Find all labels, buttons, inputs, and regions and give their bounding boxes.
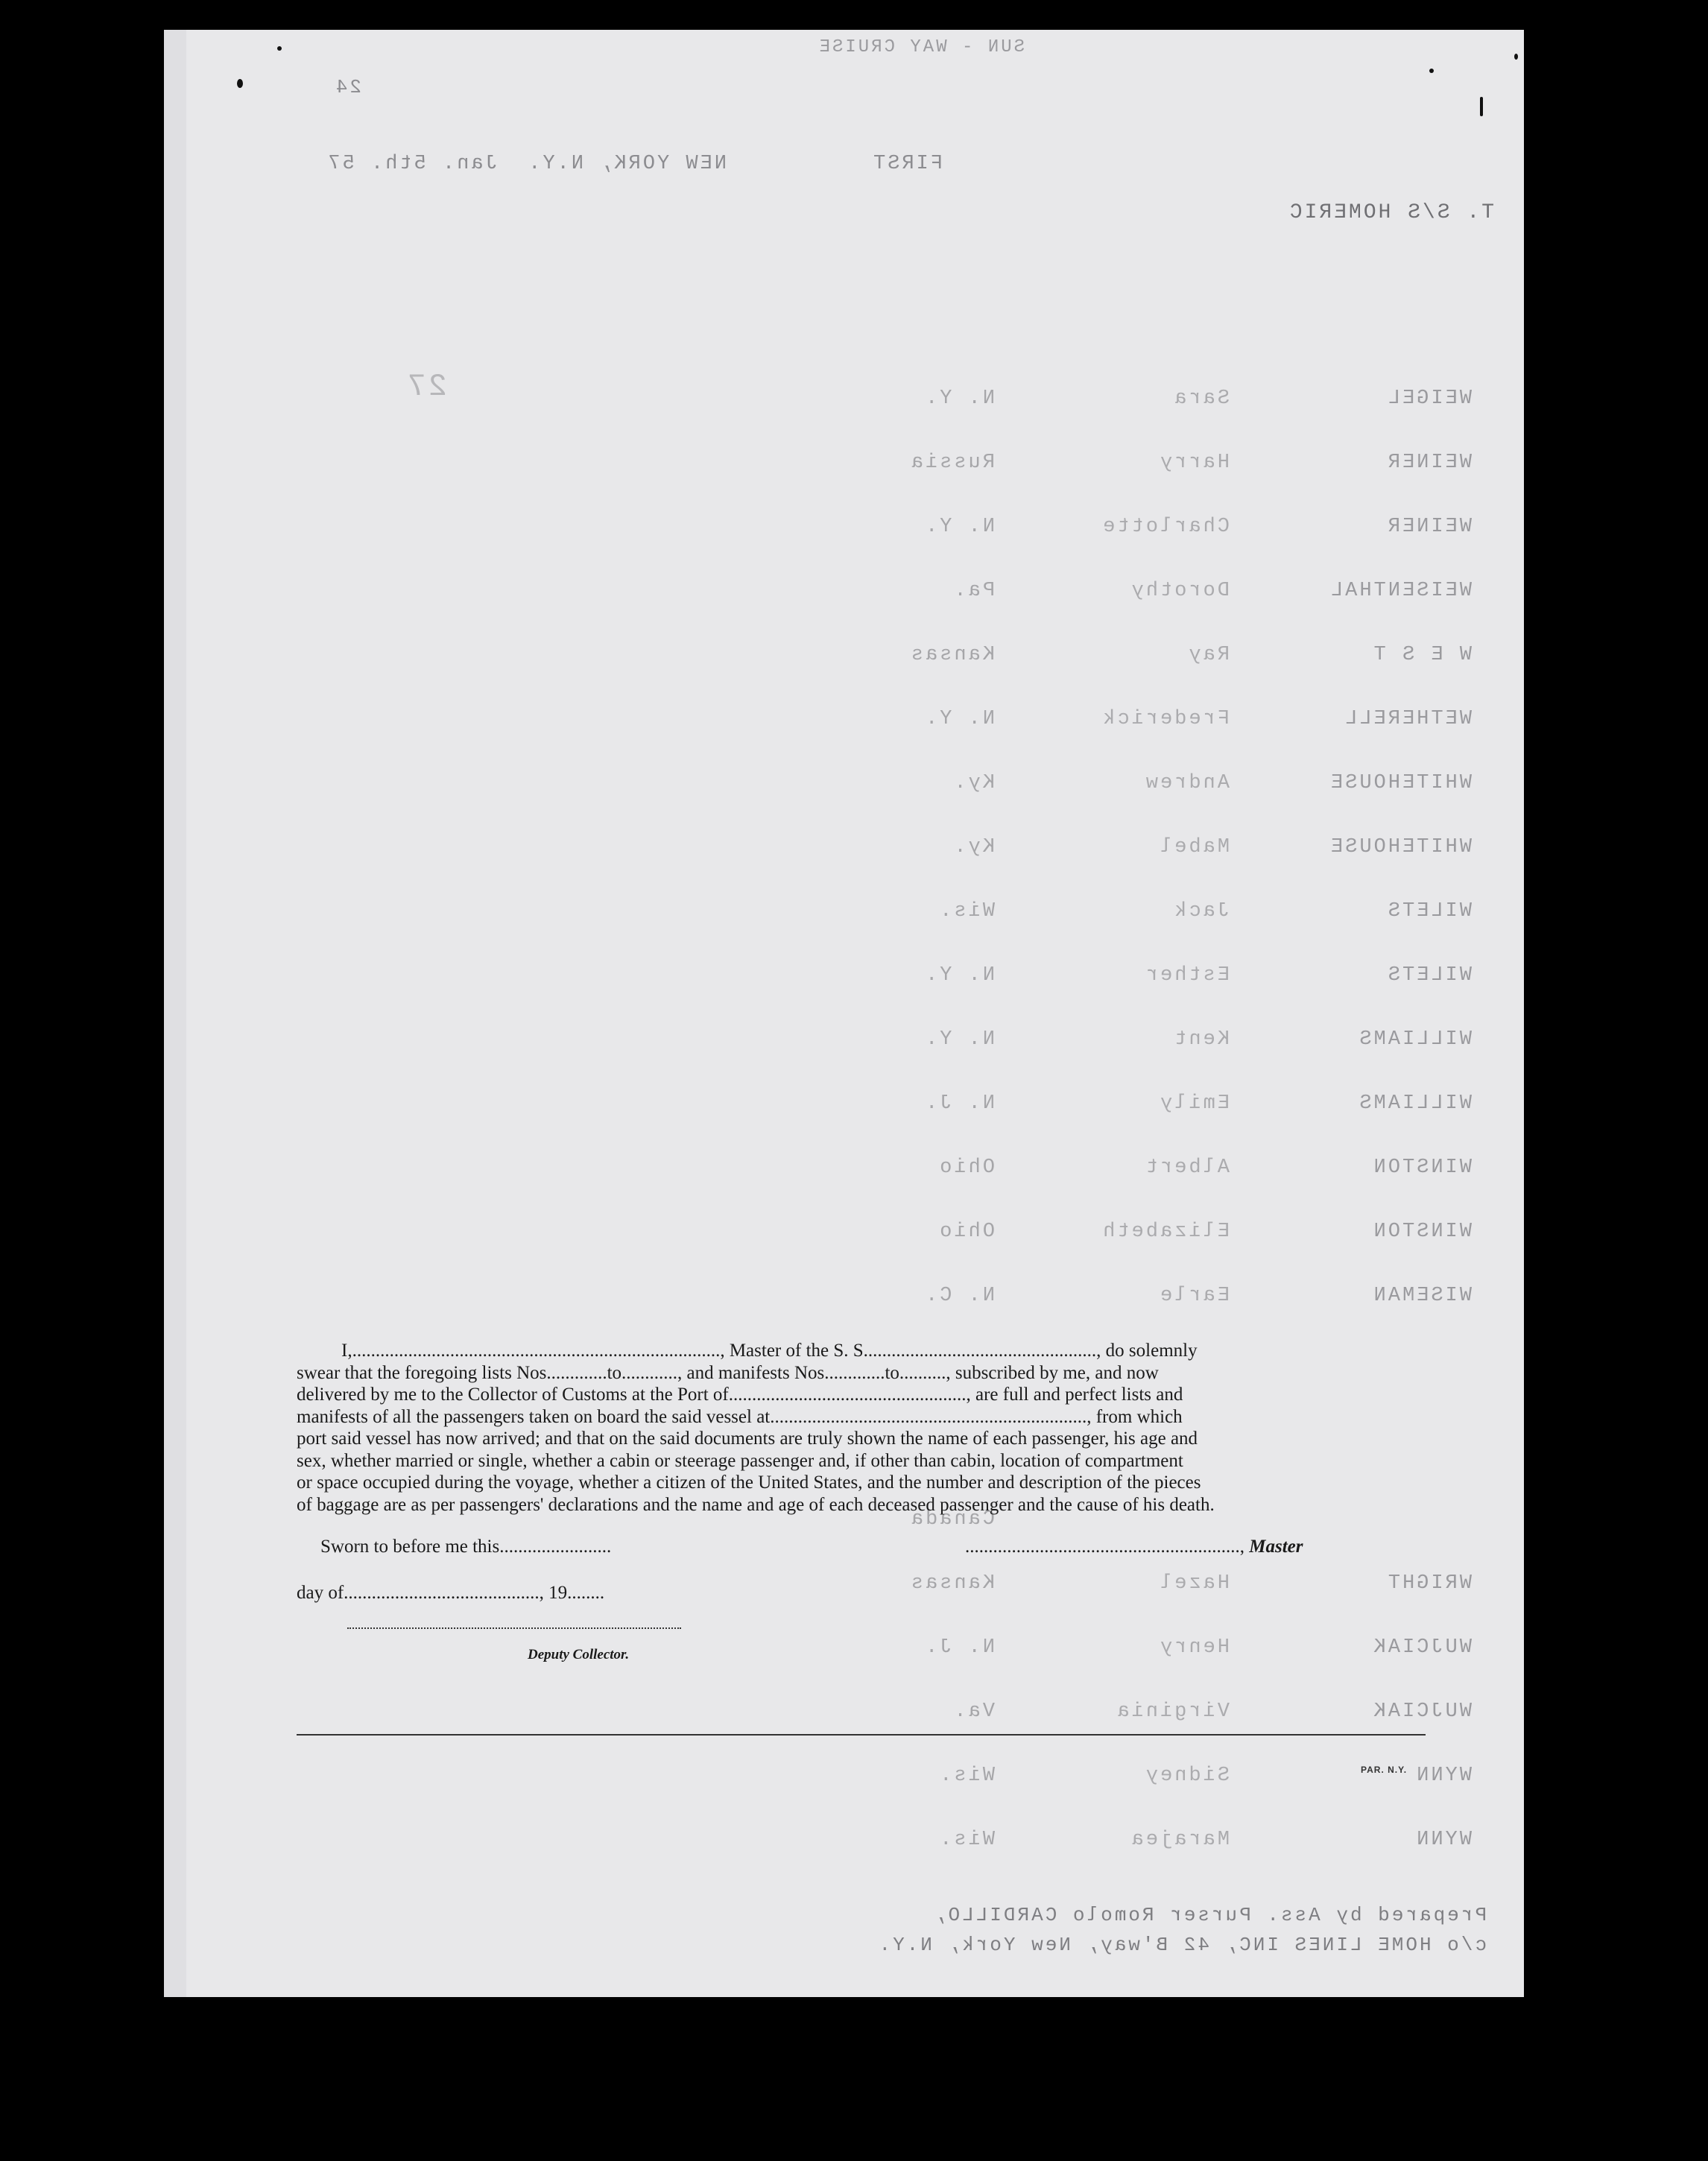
list-item: WILETS Jack Wis.	[937, 900, 1472, 923]
divider	[297, 1734, 1426, 1736]
list-item: WHITEHOUSE Andrew Ky.	[952, 772, 1472, 794]
oath-line: delivered by me to the Collector of Customs at the Port of..................................................., are full and perfect lists and	[297, 1385, 1183, 1405]
scan-speck	[237, 79, 243, 88]
oath-line: or space occupied during the voyage, whether a citizen of the United States, and the number and description of the pieces	[297, 1472, 1201, 1493]
class-label: FIRST	[870, 153, 943, 175]
oath-line: of baggage are as per passengers' declarations and the name and age of each deceased passenger and the cause of his death.	[297, 1494, 1215, 1515]
scan-speck	[1429, 69, 1434, 73]
list-item: WUJCIAK Virginia Va.	[952, 1700, 1472, 1723]
master-dots: ...........................................................,	[965, 1537, 1244, 1557]
sworn-before-line: Sworn to before me this........................	[320, 1537, 612, 1557]
page-number: 24	[333, 76, 361, 98]
list-item: WETHERELL Frederick N. Y.	[923, 708, 1472, 730]
list-item: WEIGEL Sara N. Y.	[923, 387, 1472, 410]
list-item: WILETS Esther N. Y.	[923, 964, 1472, 987]
oath-paragraph	[297, 1340, 1429, 1516]
list-item: WINSTON Elizabeth Ohio	[937, 1221, 1472, 1243]
list-item: WINSTON Albert Ohio	[937, 1157, 1472, 1179]
deputy-signature-line	[347, 1627, 681, 1629]
list-item: WEINER Charlotte N. Y.	[923, 516, 1472, 538]
cruise-name: SUN - WAY CRUISE	[817, 37, 1025, 57]
master-label: Master	[1249, 1537, 1303, 1557]
list-item: WISEMAN Earle N. C.	[923, 1285, 1472, 1307]
list-item: WEINER Harry Russia	[908, 452, 1472, 474]
day-of-line: day of.........................................., 19........	[297, 1583, 605, 1603]
oath-line: sex, whether married or single, whether a cabin or steerage passenger and, if other than cabin, location of compartment	[297, 1450, 1183, 1471]
printer-mark: PAR. N.Y.	[1361, 1765, 1408, 1775]
list-item: WYNN Marajea Wis.	[937, 1829, 1472, 1851]
list-item: Canada	[908, 1508, 995, 1531]
oath-line: I,..............................................................................., Master of the S. S.................................................., do solemnly	[341, 1341, 1198, 1361]
bleed-through-manifest	[186, 30, 1524, 1997]
prepared-by-line-2: c/o HOME LINES INC, 42 B'way, New York, N.Y.	[876, 1934, 1487, 1956]
list-item: WRIGHT Hazel Kansas	[908, 1572, 1472, 1595]
ship-name: T. S/S HOMERIC	[1287, 201, 1494, 224]
list-number: 27	[405, 369, 447, 405]
scan-speck	[1480, 97, 1483, 116]
oath-line: port said vessel has now arrived; and that on the said documents are truly shown the name of each passenger, his age and	[297, 1428, 1198, 1449]
list-item: WUJCIAK Henry N. J.	[923, 1636, 1472, 1659]
list-item: WILLIAMS Emily N. J.	[923, 1092, 1472, 1115]
scan-speck	[277, 46, 282, 51]
oath-line: swear that the foregoing lists Nos.............to............, and manifests Nos.............to.........., subscribed by me, and now	[297, 1362, 1159, 1383]
port-and-date: NEW YORK, N.Y. Jan. 5th. 57	[326, 153, 727, 175]
list-item: WYNN Sidney Wis.	[937, 1765, 1472, 1787]
list-item: WHITEHOUSE Mabel Ky.	[952, 836, 1472, 858]
list-item: WEISENTHAL Dorothy Pa.	[952, 580, 1472, 602]
oath-line: manifests of all the passengers taken on board the said vessel at...................................................................., from which	[297, 1406, 1183, 1427]
prepared-by-line-1: Prepared by Ass. Purser Romolo CARDILLO,	[932, 1904, 1487, 1926]
scan-speck	[1514, 54, 1518, 60]
list-item: W E S T Ray Kansas	[908, 644, 1472, 666]
deputy-collector-label: Deputy Collector.	[528, 1647, 630, 1662]
master-signature-line	[965, 1537, 1303, 1557]
list-item: WILLIAMS Kent N. Y.	[923, 1028, 1472, 1051]
